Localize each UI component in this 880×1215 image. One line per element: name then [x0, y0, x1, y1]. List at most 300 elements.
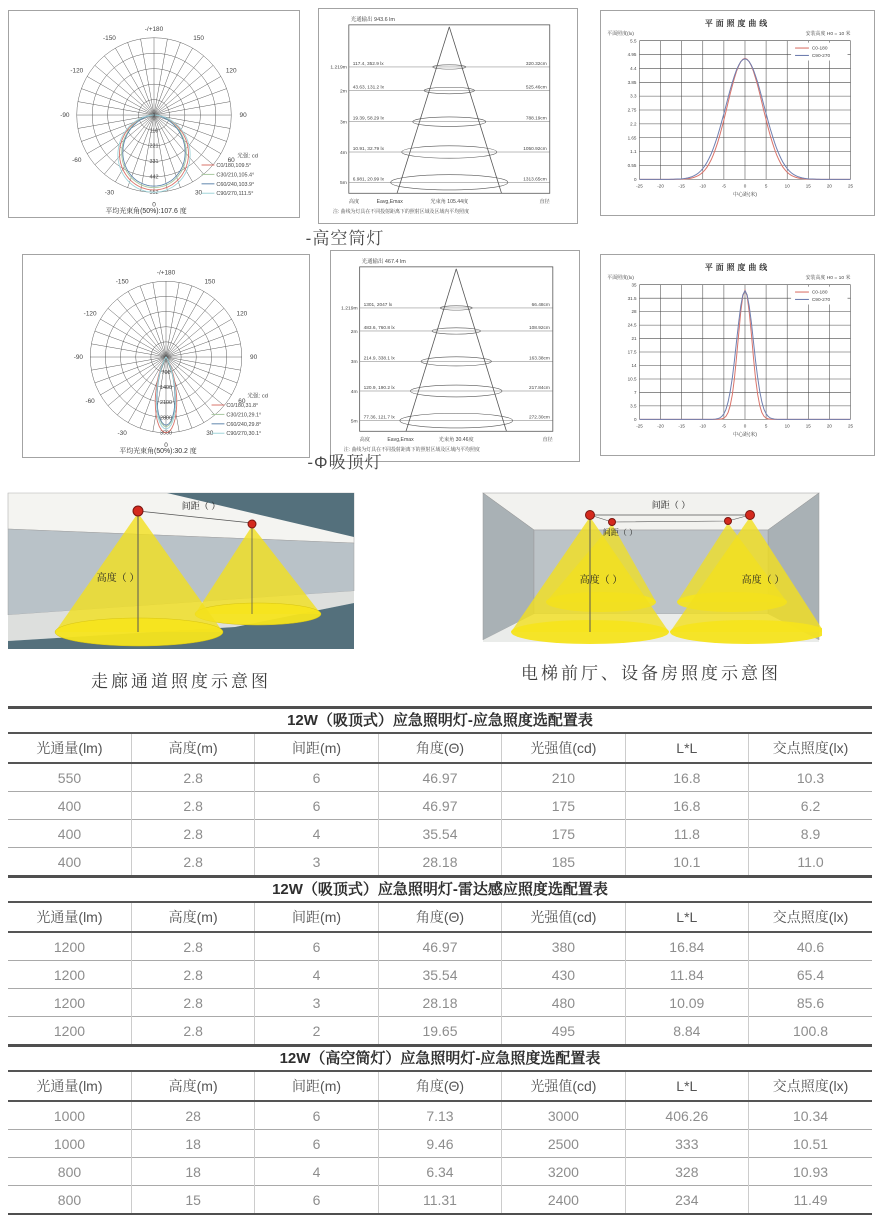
angle-label: -120: [70, 67, 84, 75]
table-row: [8, 1017, 872, 1045]
x-tick: -25: [636, 423, 643, 429]
header-cell: L*L: [625, 1071, 748, 1101]
table-cell: 6: [255, 792, 378, 820]
table-cell: 1000: [53, 1107, 86, 1124]
illuminance-values: 19.39, 58.29 lx: [352, 116, 384, 122]
axis-diameter-label: 直径: [539, 199, 550, 206]
axis-beamangle-label: 光束角 30.46度: [438, 437, 474, 444]
table-cell: 46.97: [378, 932, 501, 961]
x-tick: 5: [764, 183, 768, 189]
header-cell: 高度(m): [131, 1071, 254, 1101]
height-tick: 3m: [339, 120, 347, 126]
angle-label: -150: [103, 35, 116, 43]
radial-tick: 1400: [159, 385, 173, 392]
cone-chart-panel-downlight: [318, 8, 578, 224]
illuminance-values: 43.63, 131.2 lx: [352, 85, 384, 91]
height-tick: 4m: [350, 389, 358, 395]
header-cell: 光强值(cd): [502, 902, 625, 932]
diameter-value: 788.19cm: [525, 116, 547, 122]
legend-label: C90/270,111.5°: [216, 191, 254, 198]
table-cell: 11.8: [625, 820, 748, 848]
cone-note: 注: 曲线为灯具在不同投射距离下的照射区域及区域内平均照度: [343, 448, 480, 454]
table-cell: 28.18: [378, 848, 501, 876]
lamp-icon: [133, 506, 143, 516]
y-tick: 28: [631, 309, 637, 315]
table-cell: 400: [8, 848, 131, 876]
table-cell: 430: [502, 961, 625, 989]
table-cell: 6: [255, 932, 378, 961]
spacing-label: 间距（ ）: [181, 501, 221, 511]
header-cell: 角度(Θ): [378, 902, 501, 932]
plane-illuminance-chart-ceiling: [601, 255, 874, 455]
table-cell: 10.51: [749, 1130, 872, 1158]
plane-illuminance-panel-ceiling: [600, 254, 875, 456]
table-cell: 18: [131, 1158, 254, 1186]
y-tick: 5.5: [630, 38, 637, 44]
table-cell: 16.8: [625, 792, 748, 820]
table-cell: 6: [255, 1101, 378, 1130]
table-cell: 2500: [502, 1130, 625, 1158]
table-cell: 2.8: [131, 792, 254, 820]
header-cell: 高度(m): [131, 902, 254, 932]
x-axis-label: 中心距(米): [733, 192, 757, 199]
legend-label: C60/240,29.8°: [226, 421, 262, 428]
diameter-value: 163.38cm: [528, 356, 550, 362]
angle-label: 90: [239, 112, 247, 120]
data-table: [8, 732, 872, 875]
height-label-right: 高度（ ）: [741, 575, 785, 586]
x-tick: -5: [721, 183, 726, 189]
height-tick: 5m: [350, 419, 358, 425]
table-cell: 6.2: [749, 792, 872, 820]
legend-label: C0-180: [811, 290, 828, 296]
x-tick: 10: [784, 423, 790, 429]
angle-label: -90: [60, 112, 70, 120]
y-tick: 35: [631, 282, 637, 288]
x-tick: -10: [699, 183, 707, 189]
height-label-left: 高度（ ）: [579, 575, 623, 586]
table-cell: 28: [131, 1101, 254, 1130]
table-cell: 46.97: [378, 792, 501, 820]
radial-tick: 442: [149, 174, 159, 181]
table-cell: 185: [502, 848, 625, 876]
table-cell: 2.8: [131, 1017, 254, 1045]
x-tick: 20: [826, 183, 832, 189]
height-tick: 2m: [350, 329, 358, 335]
table-cell: 6: [255, 763, 378, 792]
spacing-label-inner: 间距（ ）: [602, 528, 638, 537]
polar-chart-panel-downlight: [8, 10, 300, 218]
table-cell: 8.84: [625, 1017, 748, 1045]
cone-note: 注: 曲线为灯具在不同投射距离下的照射区域及区域内平均照度: [332, 210, 470, 216]
table-cell: 2.8: [131, 820, 254, 848]
angle-label: -30: [104, 189, 115, 197]
polar-chart-ceiling: [23, 255, 309, 457]
table-cell: 8.9: [749, 820, 872, 848]
angle-label: 30: [194, 189, 203, 197]
header-cell: 光通量(lm): [8, 1071, 131, 1101]
table-cell: 3: [255, 848, 378, 876]
corridor-scene: [5, 487, 357, 652]
angle-label: 90: [250, 354, 258, 362]
y-tick: 4.95: [627, 52, 637, 58]
y-tick: 31.5: [627, 295, 637, 301]
y-tick: 0.55: [627, 163, 637, 169]
chart-title: 平面照度曲线: [704, 18, 771, 28]
table-cell: 19.65: [378, 1017, 501, 1045]
x-tick: -20: [657, 423, 664, 429]
table-cell: 6: [255, 1130, 378, 1158]
table-cell: 800: [8, 1158, 131, 1186]
legend-label: C30/210,29.1°: [226, 412, 262, 419]
room-illustration: [480, 490, 822, 684]
table-cell: 175: [502, 792, 625, 820]
radial-tick: 2100: [159, 400, 173, 407]
legend-label: C0-180: [811, 46, 828, 52]
lumen-output-label: 光通输出 943.6 lm: [350, 16, 395, 23]
cone-chart-downlight: [319, 9, 577, 223]
diameter-value: 108.92cm: [528, 325, 550, 331]
table-cell: 10.1: [625, 848, 748, 876]
illuminance-values: 10.91, 32.79 lx: [352, 147, 384, 153]
lamp-icon: [586, 511, 595, 520]
x-tick: -15: [678, 183, 685, 189]
axis-height-label: 高度: [359, 437, 370, 444]
table-row: [8, 1186, 872, 1215]
x-tick: 0: [743, 183, 747, 189]
legend-label: C0/180,31.8°: [226, 402, 259, 409]
y-tick: 1.65: [627, 135, 637, 141]
illuminance-values: 117.4, 352.9 lx: [352, 61, 384, 67]
axis-diameter-label: 直径: [542, 437, 553, 444]
header-cell: L*L: [625, 902, 748, 932]
y-axis-label: 平面照度(lx): [607, 31, 634, 37]
radial-tick: 331: [149, 159, 159, 166]
table-cell: 800: [8, 1186, 131, 1215]
header-cell: 交点照度(lx): [749, 1071, 872, 1101]
illuminance-values: 120.9, 190.2 lx: [363, 386, 395, 392]
table-cell: 3: [255, 989, 378, 1017]
table-row: [8, 820, 872, 848]
table-cell: 3000: [502, 1101, 625, 1130]
table-cell: 4: [255, 820, 378, 848]
table-cell: 35.54: [378, 820, 501, 848]
config-table-1: [8, 706, 872, 875]
table-title: 12W（吸顶式）应急照明灯-雷达感应照度选配置表: [272, 881, 608, 898]
table-cell: 3200: [502, 1158, 625, 1186]
axis-eavg-label: Eavg,Emax: [387, 437, 414, 444]
chart-title: 平面照度曲线: [704, 262, 771, 272]
table-cell: 11.31: [378, 1186, 501, 1215]
height-tick: 3m: [350, 360, 358, 366]
table-row: [8, 792, 872, 820]
angle-label: -120: [83, 310, 97, 318]
table-cell: 6: [255, 1186, 378, 1215]
corridor-illustration: [5, 487, 357, 692]
illuminance-values: 1301, 2047 lx: [363, 302, 393, 308]
x-tick: 25: [847, 423, 854, 429]
table-cell: 4: [255, 961, 378, 989]
header-cell: 光强值(cd): [502, 733, 625, 763]
room-scene: [480, 490, 822, 644]
legend-label: C30/210,105.4°: [216, 172, 255, 179]
angle-label-top: -/+180: [144, 25, 164, 33]
cone-chart-ceiling: [331, 251, 579, 461]
angle-label: 150: [204, 278, 216, 286]
x-tick: -10: [699, 423, 707, 429]
y-tick: 2.2: [630, 121, 637, 127]
x-tick: 25: [847, 183, 854, 189]
table-cell: 2.8: [131, 989, 254, 1017]
table-row: [8, 961, 872, 989]
table-cell: 1200: [8, 989, 131, 1017]
light-pool-front-right: [670, 620, 822, 644]
legend-label: C90/270,30.1°: [226, 431, 262, 438]
light-pool-left: [55, 618, 223, 646]
table-cell: 16.8: [625, 763, 748, 792]
axis-height-label: 高度: [348, 199, 360, 206]
diameter-value: 1313.65cm: [523, 177, 547, 183]
table-cell: 16.84: [625, 932, 748, 961]
table-cell: 10.3: [749, 763, 872, 792]
table-cell: 234: [625, 1186, 748, 1215]
y-tick: 4.4: [630, 66, 637, 72]
table-cell: 10.09: [625, 989, 748, 1017]
x-tick: 15: [805, 423, 811, 429]
table-cell: 400: [8, 820, 131, 848]
angle-label: 60: [227, 156, 235, 164]
table-cell: 18: [131, 1130, 254, 1158]
lamp-icon: [746, 511, 755, 520]
radial-tick: 3500: [159, 430, 173, 437]
y-tick: 7: [633, 390, 637, 396]
table-cell: 11.84: [625, 961, 748, 989]
radial-tick: 221: [149, 143, 159, 150]
y-tick: 10.5: [627, 376, 637, 382]
header-cell: 光强值(cd): [502, 1071, 625, 1101]
legend-label: C90-270: [811, 298, 831, 304]
table-cell: 11.0: [749, 848, 872, 876]
table-cell: 2400: [502, 1186, 625, 1215]
table-cell: 1200: [53, 938, 86, 955]
radial-tick: 552: [149, 190, 159, 197]
config-table-2: [8, 875, 872, 1044]
ceiling-plane: [483, 493, 819, 530]
table-cell: 2.8: [131, 763, 254, 792]
table-cell: 85.6: [749, 989, 872, 1017]
table-cell: 328: [625, 1158, 748, 1186]
cone-chart-panel-ceiling: [330, 250, 580, 462]
table-row: [8, 989, 872, 1017]
table-cell: 480: [502, 989, 625, 1017]
table-cell: 1000: [8, 1130, 131, 1158]
cone-frame: [360, 267, 553, 431]
header-cell: 间距(m): [255, 902, 378, 932]
y-tick: 3.85: [627, 79, 637, 85]
y-tick: 14: [631, 363, 637, 369]
lamp-icon: [609, 519, 616, 526]
angle-label: 120: [236, 310, 248, 318]
x-tick: -15: [678, 423, 685, 429]
data-table: [8, 1070, 872, 1215]
x-tick: 0: [743, 423, 747, 429]
illuminance-values: 77.36, 121.7 lx: [363, 415, 395, 421]
table-cell: 2.8: [131, 961, 254, 989]
header-cell: 角度(Θ): [378, 1071, 501, 1101]
angle-label: -90: [73, 354, 84, 362]
legend-label: C0/180,109.5°: [216, 162, 252, 169]
illuminance-values: 6.981, 20.99 lx: [352, 177, 384, 183]
height-tick: 1.219m: [330, 65, 347, 71]
angle-label-top: -/+180: [156, 269, 176, 277]
table-cell: 10.93: [749, 1158, 872, 1186]
y-tick: 1.1: [630, 149, 637, 155]
table-cell: 7.13: [378, 1101, 501, 1130]
legend-unit: 光强: cd: [247, 393, 268, 400]
height-tick: 4m: [339, 150, 347, 156]
x-tick: -5: [721, 423, 726, 429]
axis-beamangle-label: 光束角 105.44度: [430, 199, 469, 206]
diameter-value: 272.30cm: [528, 415, 550, 421]
polar-chart-panel-ceiling: [22, 254, 310, 458]
table-cell: 2.8: [131, 848, 254, 876]
height-tick: 2m: [339, 89, 347, 95]
radial-tick: 2800: [159, 415, 173, 422]
diameter-value: 525.46cm: [525, 85, 547, 91]
angle-label: 150: [193, 35, 204, 43]
y-tick: 17.5: [627, 349, 637, 355]
header-cell: 角度(Θ): [378, 733, 501, 763]
lumen-output-label: 光通输出 467.4 lm: [361, 258, 406, 265]
cone-side: [449, 27, 501, 193]
table-cell: 1200: [8, 1017, 131, 1045]
table-row: [8, 1101, 872, 1130]
x-tick: -20: [657, 183, 664, 189]
legend-label: C90-270: [811, 54, 831, 60]
plane-illuminance-panel-downlight: [600, 10, 875, 216]
room-caption: 电梯前厅、设备房照度示意图: [521, 664, 781, 683]
table-cell: 4: [255, 1158, 378, 1186]
header-cell: 光通量(lm): [8, 733, 131, 763]
plane-illuminance-chart-downlight: [601, 11, 874, 215]
angle-label: 30: [206, 430, 214, 438]
table-cell: 2.8: [131, 932, 254, 961]
caption-ceiling: -Φ吸顶灯: [307, 453, 383, 472]
diameter-value: 217.84cm: [528, 386, 550, 392]
table-cell: 9.46: [378, 1130, 501, 1158]
table-cell: 100.8: [749, 1017, 872, 1045]
y-tick: 3.5: [630, 403, 637, 409]
beam-angle-footer: 平均光束角(50%):107.6 度: [105, 208, 187, 216]
header-cell: 交点照度(lx): [749, 902, 872, 932]
angle-label: -30: [117, 430, 127, 438]
radial-tick: 700: [161, 369, 171, 376]
beam-angle-footer: 平均光束角(50%):30.2 度: [119, 448, 197, 456]
caption-downlight: -高空筒灯: [305, 229, 385, 248]
diameter-value: 1050.92cm: [523, 147, 547, 153]
x-tick: 10: [784, 183, 790, 189]
y-axis-label: 平面照度(lx): [607, 275, 634, 281]
table-cell: 380: [502, 932, 625, 961]
config-tables: [8, 706, 872, 1215]
axis-eavg-label: Eavg,Emax: [376, 199, 403, 206]
x-axis-label: 中心距(米): [733, 432, 757, 439]
y-tick: 0: [633, 416, 637, 422]
height-tick: 5m: [339, 181, 347, 187]
table-cell: 333: [625, 1130, 748, 1158]
table-cell: 10.34: [749, 1101, 872, 1130]
table-row: [8, 763, 872, 792]
table-cell: 175: [502, 820, 625, 848]
data-table: [8, 901, 872, 1044]
table-cell: 2: [255, 1017, 378, 1045]
table-cell: 11.49: [749, 1186, 872, 1215]
table-cell: 495: [502, 1017, 625, 1045]
install-height-label: 安装高度 H0 = 10 米: [805, 275, 851, 281]
cone-side: [397, 27, 449, 193]
polar-chart-downlight: [9, 11, 299, 217]
corridor-caption: 走廊通道照度示意图: [91, 672, 271, 691]
angle-label: 0: [152, 201, 156, 209]
header-cell: 光通量(lm): [8, 902, 131, 932]
install-height-label: 安装高度 H0 = 10 米: [805, 31, 851, 37]
table-cell: 210: [502, 763, 625, 792]
lamp-icon: [725, 518, 732, 525]
table-title: 12W（高空筒灯）应急照明灯-应急照度选配置表: [279, 1050, 601, 1067]
legend-label: C60/240,103.9°: [216, 181, 255, 188]
cone-side: [456, 269, 506, 431]
angle-label: 60: [238, 398, 246, 406]
y-tick: 3.3: [630, 93, 637, 99]
table-row: [8, 848, 872, 876]
header-cell: 间距(m): [255, 1071, 378, 1101]
y-tick: 2.75: [627, 107, 637, 113]
table-cell: 406.26: [625, 1101, 748, 1130]
lamp-icon: [248, 520, 256, 528]
table-cell: 40.6: [749, 932, 872, 961]
table-cell: 1200: [8, 961, 131, 989]
header-cell: L*L: [625, 733, 748, 763]
angle-label: -60: [85, 398, 95, 406]
table-cell: 65.4: [749, 961, 872, 989]
header-cell: 间距(m): [255, 733, 378, 763]
legend-unit: 光强: cd: [237, 153, 258, 160]
angle-label: -60: [72, 156, 82, 164]
table-row: [8, 1130, 872, 1158]
header-cell: 交点照度(lx): [749, 733, 872, 763]
cone-frame: [349, 25, 550, 193]
y-tick: 0: [633, 176, 637, 182]
config-table-3: [8, 1044, 872, 1215]
table-cell: 400: [8, 792, 131, 820]
table-row: [8, 1158, 872, 1186]
height-tick: 1.219m: [341, 306, 358, 312]
table-cell: 46.97: [378, 763, 501, 792]
table-cell: 550: [57, 769, 82, 786]
angle-label: 120: [225, 67, 237, 75]
angle-label: -150: [115, 278, 129, 286]
table-cell: 15: [131, 1186, 254, 1215]
table-cell: 6.34: [378, 1158, 501, 1186]
diameter-value: 320.32cm: [525, 61, 547, 67]
illuminance-values: 214.9, 338.1 lx: [363, 356, 395, 362]
height-label: 高度（ ）: [96, 573, 140, 584]
table-title: 12W（吸顶式）应急照明灯-应急照度选配置表: [287, 712, 593, 729]
table-cell: 28.18: [378, 989, 501, 1017]
radial-tick: 110: [149, 128, 159, 135]
y-tick: 21: [631, 336, 637, 342]
angle-label: 0: [164, 441, 168, 449]
